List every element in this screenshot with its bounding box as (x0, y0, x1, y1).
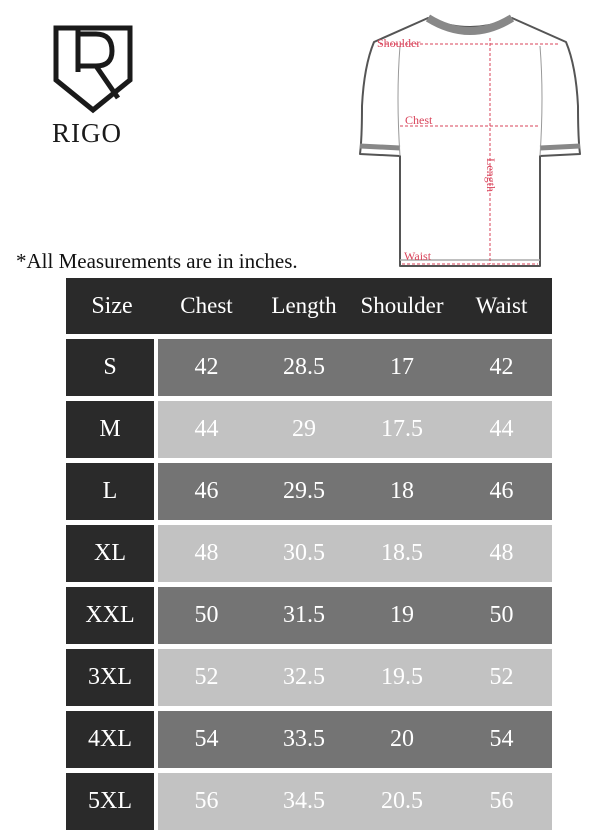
header-shoulder: Shoulder (360, 293, 444, 318)
waist-cell: 42 (489, 354, 514, 380)
waist-cell: 56 (489, 788, 514, 814)
length-cell: 31.5 (283, 602, 325, 628)
shoulder-cell: 19 (390, 602, 414, 628)
length-cell: 33.5 (283, 726, 325, 752)
header-chest: Chest (180, 293, 233, 318)
shoulder-label: Shoulder (377, 36, 421, 50)
size-cell: XL (66, 525, 154, 582)
chest-cell: 42 (194, 354, 219, 380)
size-cell: L (66, 463, 154, 520)
size-cell: M (66, 401, 154, 458)
table-row (158, 587, 552, 644)
length-cell: 30.5 (283, 540, 325, 566)
waist-cell: 48 (489, 540, 514, 566)
table-row (158, 339, 552, 396)
waist-cell: 54 (489, 726, 514, 752)
size-table (66, 278, 552, 830)
length-cell: 29 (292, 416, 316, 442)
header-row (158, 278, 552, 334)
size-cell: 3XL (66, 649, 154, 706)
shoulder-cell: 18.5 (381, 540, 423, 566)
shoulder-cell: 20 (390, 726, 414, 752)
waist-label: Waist (404, 249, 432, 263)
waist-cell: 52 (489, 664, 514, 690)
length-cell: 34.5 (283, 788, 325, 814)
shoulder-cell: 17.5 (381, 416, 423, 442)
size-cell: 4XL (66, 711, 154, 768)
shoulder-cell: 18 (390, 478, 414, 504)
table-row (158, 463, 552, 520)
chest-cell: 54 (194, 726, 219, 752)
chest-cell: 56 (194, 788, 219, 814)
header-size: Size (66, 278, 158, 334)
length-cell: 28.5 (283, 354, 325, 380)
header-length: Length (271, 293, 337, 318)
waist-cell: 50 (489, 602, 514, 628)
brand-logo (52, 24, 134, 116)
chest-cell: 52 (194, 664, 219, 690)
length-label: Length (484, 158, 498, 192)
tshirt-diagram (340, 6, 602, 277)
shoulder-cell: 20.5 (381, 788, 423, 814)
chest-cell: 48 (194, 540, 219, 566)
header-waist: Waist (475, 293, 528, 318)
table-row (158, 711, 552, 768)
table-row (158, 401, 552, 458)
length-cell: 29.5 (283, 478, 325, 504)
chest-cell: 46 (194, 478, 219, 504)
shoulder-cell: 17 (390, 354, 414, 380)
measurement-note: *All Measurements are in inches. (16, 249, 298, 273)
table-row (158, 525, 552, 582)
shield-r-logo-icon (52, 24, 134, 116)
brand-name: RIGO (52, 118, 122, 148)
table-row (158, 649, 552, 706)
tshirt-outline-icon (340, 6, 602, 272)
chest-label: Chest (405, 113, 433, 127)
waist-cell: 46 (489, 478, 514, 504)
shoulder-cell: 19.5 (381, 664, 423, 690)
size-cell: S (66, 339, 154, 396)
waist-cell: 44 (489, 416, 514, 442)
chest-cell: 44 (194, 416, 219, 442)
table-row (158, 773, 552, 830)
size-cell: XXL (66, 587, 154, 644)
length-cell: 32.5 (283, 664, 325, 690)
size-cell: 5XL (66, 773, 154, 830)
chest-cell: 50 (194, 602, 219, 628)
